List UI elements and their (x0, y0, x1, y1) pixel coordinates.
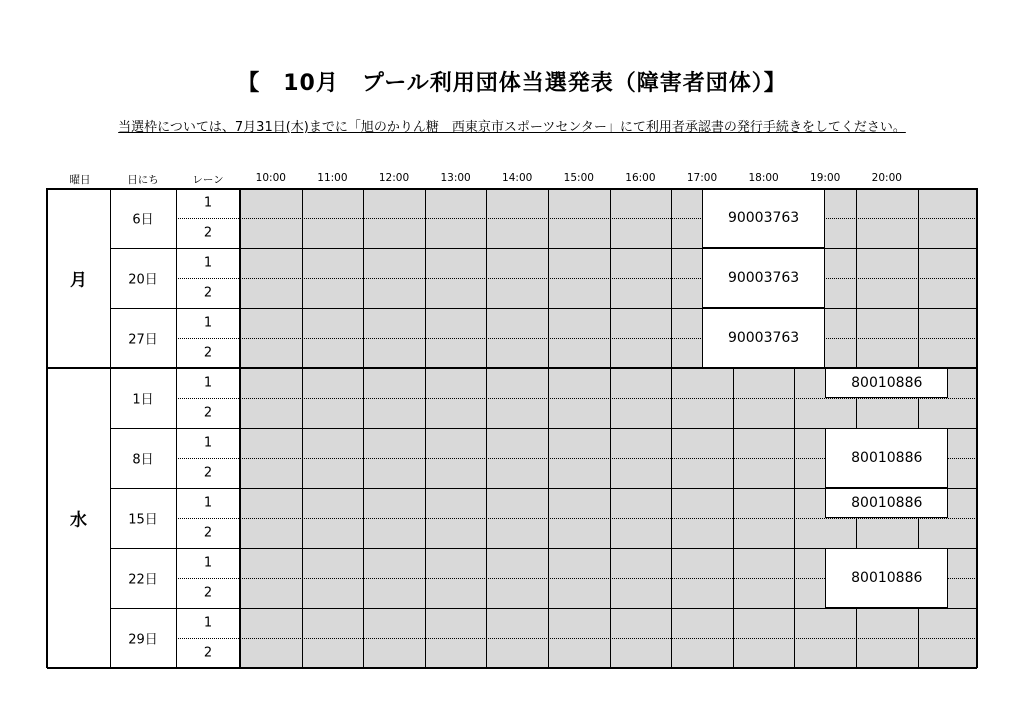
lane-divider (176, 338, 977, 339)
reservation-number: 90003763 (727, 330, 800, 346)
reservation-number: 80010886 (851, 450, 923, 466)
lane-label: 2 (203, 465, 213, 481)
lane-label: 1 (203, 375, 213, 391)
date-label: 8日 (132, 452, 154, 468)
column-border (176, 188, 177, 668)
header-date: 日にち (127, 174, 159, 186)
lane-label: 2 (203, 525, 213, 541)
lane-label: 1 (203, 615, 213, 631)
time-label: 18:00 (748, 172, 779, 184)
date-label: 22日 (128, 572, 158, 588)
lane-label: 1 (203, 195, 213, 211)
time-label: 16:00 (625, 172, 656, 184)
reservation-block (702, 308, 825, 368)
time-label: 19:00 (810, 172, 841, 184)
table-right-border (976, 188, 978, 668)
reservation-block (825, 548, 948, 608)
weekday-label: 水 (70, 510, 87, 531)
lane-label: 2 (203, 285, 213, 301)
time-label: 12:00 (378, 172, 410, 184)
date-label: 20日 (128, 272, 158, 288)
lane-label: 1 (203, 495, 213, 511)
lane-label: 2 (203, 585, 213, 601)
lane-divider (176, 278, 977, 279)
time-label: 13:00 (440, 172, 471, 184)
notice-text-underlined: 当選枠については、7月31日(木)までに「旭のかりん糖 西東京市スポーツセンター」にて利用者承認書の発行手続きをしてください。 (118, 120, 906, 135)
time-label: 14:00 (502, 172, 533, 184)
table-top-border (47, 188, 977, 190)
lane-divider (176, 518, 977, 519)
lane-divider (176, 398, 977, 399)
reservation-block (825, 368, 948, 398)
lane-divider (176, 638, 977, 639)
table-bottom-border (47, 667, 977, 669)
lane-label: 1 (203, 435, 213, 451)
table-left-border (46, 188, 48, 668)
date-label: 1日 (132, 392, 154, 408)
lane-label: 2 (203, 225, 213, 241)
date-label: 15日 (128, 512, 158, 528)
lane-divider (176, 218, 977, 219)
time-label: 15:00 (563, 172, 594, 184)
reservation-number: 80010886 (851, 495, 923, 511)
lane-label: 2 (203, 405, 213, 421)
group-divider (47, 367, 977, 369)
date-label: 6日 (132, 212, 154, 228)
lane-label: 1 (203, 255, 213, 271)
time-label: 10:00 (255, 172, 286, 184)
time-label: 17:00 (686, 172, 718, 184)
reservation-block (825, 428, 948, 488)
reservation-block (825, 488, 948, 518)
time-label: 11:00 (317, 172, 348, 184)
lane-column-border (239, 188, 241, 668)
date-label: 29日 (128, 632, 158, 648)
weekday-label: 月 (70, 270, 87, 291)
lane-label: 2 (203, 345, 213, 361)
lane-label: 1 (203, 315, 213, 331)
reservation-number: 90003763 (727, 270, 800, 286)
reservation-block (702, 188, 825, 248)
column-border (110, 188, 111, 668)
reservation-number: 90003763 (727, 210, 800, 226)
header-lane: レーン (192, 174, 224, 186)
time-label: 20:00 (871, 172, 902, 184)
lane-label: 2 (203, 645, 213, 661)
reservation-block (702, 248, 825, 308)
header-weekday: 曜日 (69, 174, 91, 186)
reservation-number: 80010886 (851, 570, 923, 586)
reservation-number: 80010886 (851, 375, 923, 391)
page-title: 【 10月 プール利用団体当選発表（障害者団体）】 (237, 71, 787, 96)
lane-label: 1 (203, 555, 213, 571)
date-label: 27日 (128, 332, 158, 348)
